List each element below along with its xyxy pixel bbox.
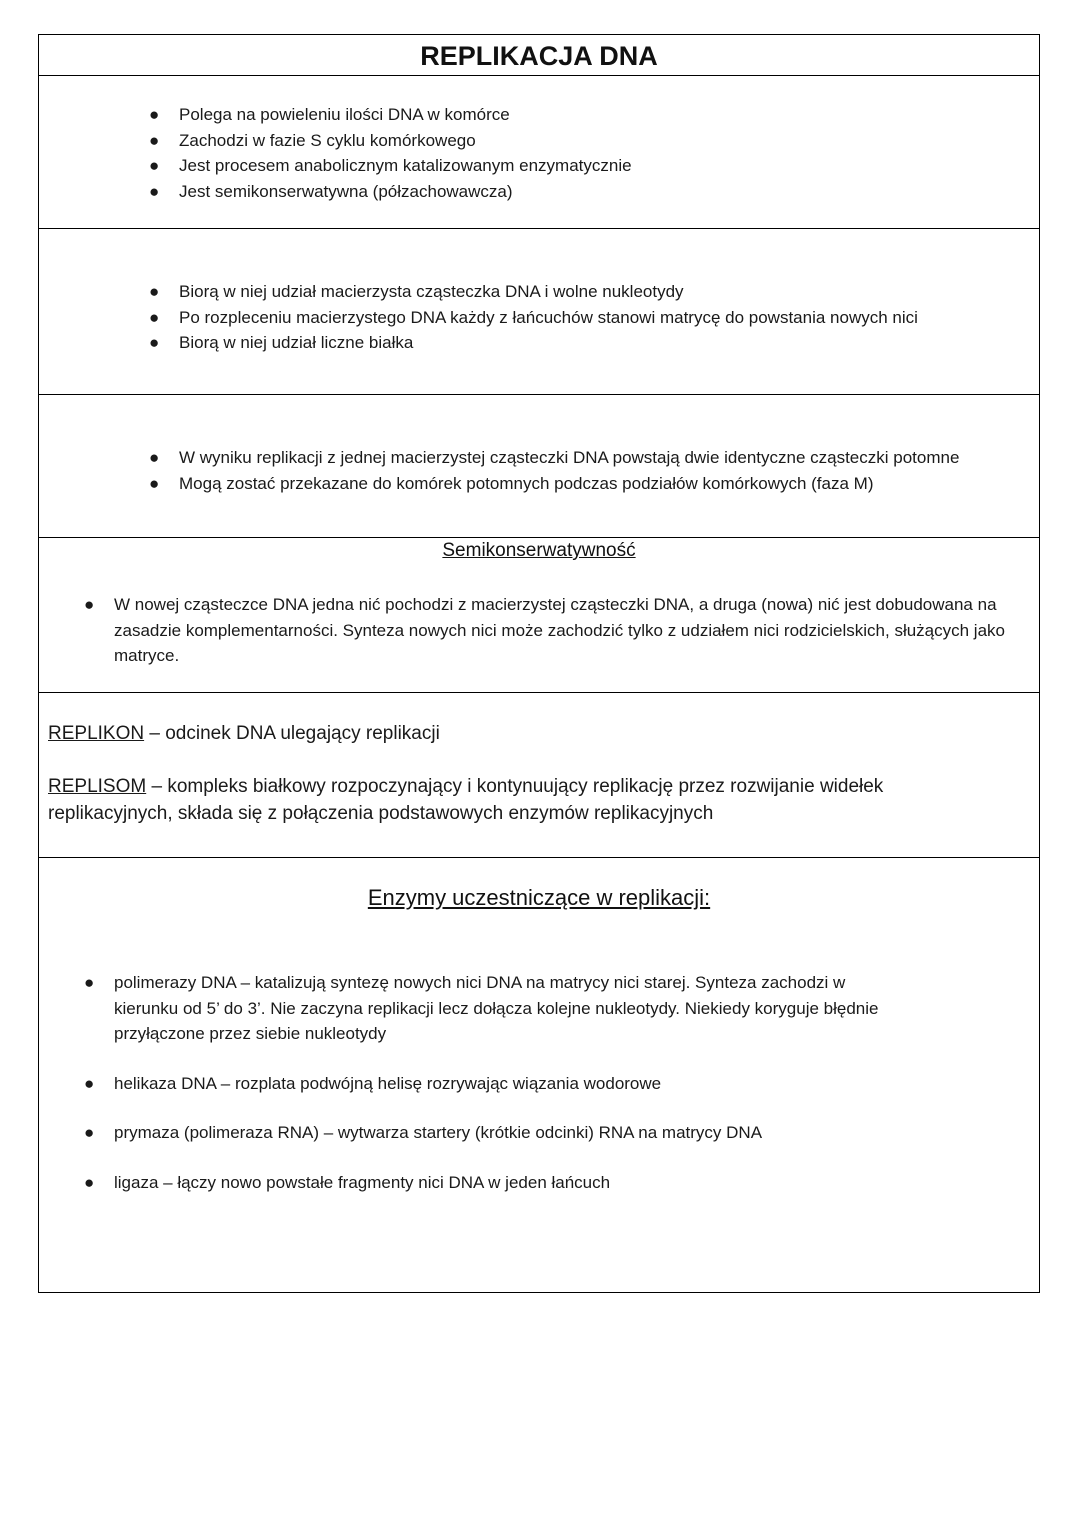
bullet-icon: ●: [84, 595, 95, 614]
title-row: [39, 35, 1039, 76]
bullet-list: [149, 279, 918, 356]
section-semiconservative: [39, 538, 1039, 693]
bullet-icon: ●: [149, 130, 160, 150]
list-item: ● polimerazy DNA – katalizują syntezę nowych nici DNA na matrycy nici starej. Synteza zachodzi w kierunku od 5’ do 3’. Nie zaczyna replikacji lecz dołącza kolejne nukleotydy. Niekiedy koryguje błędnie przyłączone przez siebie nukleotydy: [114, 970, 904, 1047]
list-item: ● Mogą zostać przekazane do komórek potomnych podczas podziałów komórkowych (faza M): [179, 471, 1029, 497]
bullet-icon: ●: [84, 1123, 95, 1142]
bullet-icon: ●: [84, 1073, 95, 1093]
list-item: ● Jest procesem anabolicznym katalizowanym enzymatycznie: [179, 153, 632, 179]
list-item: ● Polega na powieleniu ilości DNA w komórce: [179, 102, 632, 128]
section-general: [39, 76, 1039, 229]
bullet-list: [84, 970, 904, 1195]
bullet-list: [149, 102, 632, 204]
section-definitions: [39, 693, 1039, 858]
replisom-term: REPLISOM: [48, 776, 147, 797]
section-result: [39, 395, 1039, 538]
bullet-icon: ●: [149, 282, 160, 301]
bullet-icon: ●: [149, 181, 160, 201]
bullet-icon: ●: [149, 473, 160, 493]
list-item: ● helikaza DNA – rozplata podwójną helisę rozrywając wiązania wodorowe: [114, 1071, 904, 1097]
list-item: ● ligaza – łączy nowo powstałe fragmenty nici DNA w jeden łańcuch: [114, 1170, 904, 1196]
bullet-icon: ●: [149, 156, 160, 175]
bullet-icon: ●: [149, 448, 160, 467]
list-item: ● Biorą w niej udział macierzysta cząsteczka DNA i wolne nukleotydy: [179, 279, 918, 305]
bullet-icon: ●: [149, 105, 160, 124]
list-item: ● Biorą w niej udział liczne białka: [179, 330, 918, 356]
bullet-icon: ●: [84, 973, 95, 992]
list-item: ● Zachodzi w fazie S cyklu komórkowego: [179, 128, 632, 154]
section-heading: Enzymy uczestniczące w replikacji:: [367, 885, 711, 910]
list-item: ● W nowej cząsteczce DNA jedna nić pochodzi z macierzystej cząsteczki DNA, a druga (nowa) nić jest dobudowana na zasadzie komplementarności. Synteza nowych nici może zachodzić tylko z udziałem nici rodzicielskich, służących jako matryce.: [114, 592, 1029, 669]
list-item: ● W wyniku replikacji z jednej macierzystej cząsteczki DNA powstają dwie identyczne cząsteczki potomne: [179, 445, 1029, 471]
replisom-definition: REPLISOM – kompleks białkowy rozpoczynający i kontynuujący replikację przez rozwijanie widełek replikacyjnych, składa się z połączenia podstawowych enzymów replikacyjnych: [48, 776, 884, 824]
replikon-definition: REPLIKON – odcinek DNA ulegający replikacji: [48, 723, 440, 744]
page-title: REPLIKACJA DNA: [420, 41, 658, 71]
bullet-icon: ●: [149, 307, 160, 327]
list-item: ● Jest semikonserwatywna (półzachowawcza): [179, 179, 632, 205]
replikon-term: REPLIKON: [48, 723, 145, 744]
section-enzymes: [39, 858, 1039, 1294]
list-item: ● Po rozpleceniu macierzystego DNA każdy z łańcuchów stanowi matrycę do powstania nowych nici: [179, 305, 918, 331]
bullet-list: [84, 592, 1029, 669]
list-item: ● prymaza (polimeraza RNA) – wytwarza startery (krótkie odcinki) RNA na matrycy DNA: [114, 1120, 904, 1146]
section-participants: [39, 229, 1039, 395]
notes-sheet: [38, 34, 1040, 1293]
section-heading: Semikonserwatywność: [442, 540, 636, 561]
bullet-icon: ●: [84, 1172, 95, 1192]
bullet-list: [149, 445, 1029, 496]
bullet-icon: ●: [149, 333, 160, 352]
